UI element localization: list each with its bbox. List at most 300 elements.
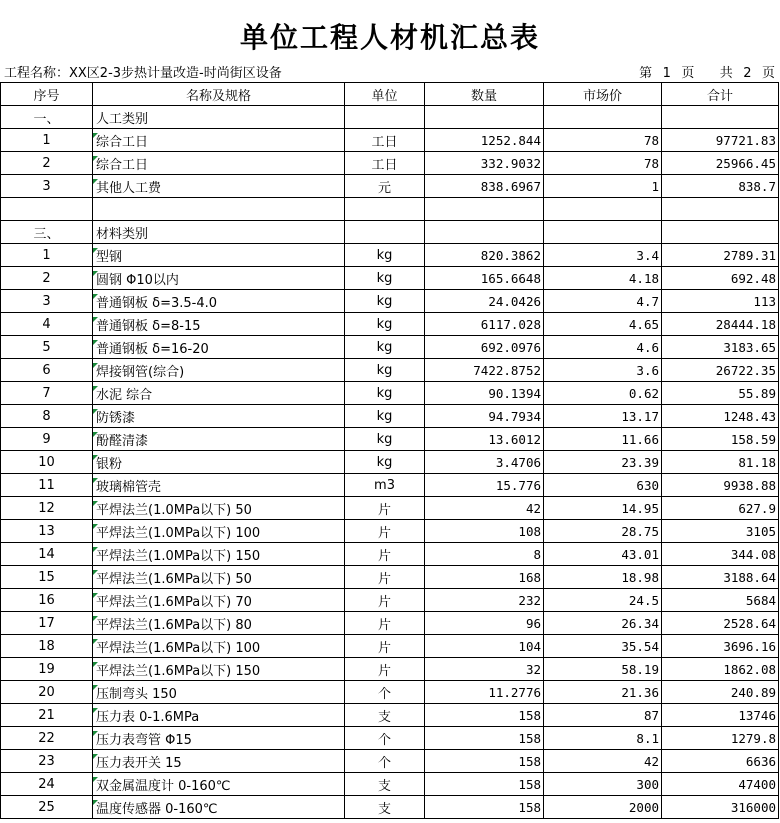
cell-unit-text: 支	[377, 778, 391, 794]
cell-price	[544, 773, 662, 796]
cell-qty-text: 820.3862	[480, 247, 541, 263]
cell-qty	[425, 313, 544, 336]
cell-unit	[345, 313, 425, 336]
cell-marker-icon	[93, 777, 98, 782]
table-row	[1, 405, 779, 428]
cell-no	[1, 497, 93, 520]
table-row	[1, 543, 779, 566]
cell-qty-text: 7422.8752	[473, 362, 541, 378]
cell-name	[93, 658, 345, 681]
cell-unit	[345, 244, 425, 267]
cell-marker-icon	[93, 179, 98, 184]
cell-name	[93, 796, 345, 819]
cell-price-text: 3.4	[636, 247, 659, 263]
cell-qty-text: 96	[525, 615, 541, 631]
cell-name	[93, 290, 345, 313]
cell-qty-text: 11.2776	[488, 684, 541, 700]
table-row	[1, 520, 779, 543]
cell-qty	[425, 658, 544, 681]
cell-unit	[345, 566, 425, 589]
cell-no-text: 15	[38, 569, 55, 585]
cell-marker-icon	[93, 363, 98, 368]
cell-name-text: 平焊法兰(1.0MPa以下) 50	[96, 502, 252, 518]
cell-marker-icon	[93, 616, 98, 621]
cell-name-text: 其他人工费	[96, 180, 162, 196]
cell-name-text: 压制弯头 150	[96, 686, 177, 702]
cell-qty	[425, 290, 544, 313]
cell-price	[544, 290, 662, 313]
cell-unit	[345, 704, 425, 727]
cell-no	[1, 451, 93, 474]
header-no: 序号	[1, 83, 93, 106]
cell-no-text: 23	[38, 753, 55, 769]
cell-price	[544, 359, 662, 382]
header-qty: 数量	[425, 83, 544, 106]
cell-no-text: 8	[42, 408, 51, 424]
cell-total	[662, 290, 779, 313]
page-indicator	[639, 62, 776, 81]
cell-no-text: 16	[38, 592, 55, 608]
cell-total-text: 316000	[730, 799, 776, 815]
cell-total-text: 158.59	[730, 431, 776, 447]
table-row	[1, 773, 779, 796]
cell-total-text: 2789.31	[723, 247, 776, 263]
cell-total	[662, 382, 779, 405]
cell-no	[1, 106, 93, 129]
cell-no	[1, 681, 93, 704]
cell-name	[93, 773, 345, 796]
header-price: 市场价	[544, 83, 662, 106]
cell-qty	[425, 773, 544, 796]
cell-total	[662, 612, 779, 635]
cell-price-text: 300	[636, 776, 659, 792]
cell-price-text: 28.75	[621, 523, 659, 539]
cell-name-text: 平焊法兰(1.6MPa以下) 100	[96, 640, 261, 656]
cell-price-text: 23.39	[621, 454, 659, 470]
cell-no	[1, 336, 93, 359]
cell-no	[1, 198, 93, 221]
cell-unit	[345, 474, 425, 497]
cell-no	[1, 520, 93, 543]
cell-unit-text: 片	[377, 548, 391, 564]
table-row	[1, 612, 779, 635]
cell-price-text: 8.1	[636, 730, 659, 746]
cell-no	[1, 796, 93, 819]
cell-qty-text: 15.776	[495, 477, 541, 493]
cell-unit-text: kg	[376, 408, 393, 424]
cell-unit-text: 片	[377, 571, 391, 587]
cell-unit-text: kg	[376, 339, 393, 355]
cell-qty	[425, 635, 544, 658]
cell-marker-icon	[93, 800, 98, 805]
table-row	[1, 359, 779, 382]
cell-name-text: 压力表弯管 Φ15	[96, 732, 192, 748]
cell-total-text: 1279.8	[730, 730, 776, 746]
cell-qty-text: 165.6648	[480, 270, 541, 286]
cell-qty-text: 8	[533, 546, 541, 562]
cell-no-text: 18	[38, 638, 55, 654]
cell-price	[544, 221, 662, 244]
cell-name	[93, 727, 345, 750]
cell-price	[544, 566, 662, 589]
cell-no	[1, 543, 93, 566]
cell-qty	[425, 405, 544, 428]
cell-no	[1, 727, 93, 750]
page-di: 第	[639, 66, 654, 81]
cell-total-text: 25966.45	[715, 155, 776, 171]
cell-no	[1, 773, 93, 796]
cell-name-text: 双金属温度计 0-160℃	[96, 778, 231, 794]
cell-price-text: 21.36	[621, 684, 659, 700]
cell-name	[93, 313, 345, 336]
cell-price-text: 2000	[628, 799, 659, 815]
cell-price	[544, 382, 662, 405]
cell-name	[93, 106, 345, 129]
report-meta	[4, 62, 776, 80]
cell-unit-text: 支	[377, 709, 391, 725]
cell-price	[544, 152, 662, 175]
cell-price-text: 4.6	[636, 339, 659, 355]
cell-qty-text: 24.0426	[488, 293, 541, 309]
cell-name	[93, 589, 345, 612]
cell-total-text: 692.48	[730, 270, 776, 286]
table-row	[1, 681, 779, 704]
cell-total	[662, 658, 779, 681]
cell-qty	[425, 152, 544, 175]
cell-price-text: 58.19	[621, 661, 659, 677]
table-row	[1, 428, 779, 451]
cell-total-text: 240.89	[730, 684, 776, 700]
cell-name	[93, 543, 345, 566]
cell-name	[93, 152, 345, 175]
cell-unit-text: 工日	[371, 157, 398, 173]
cell-name	[93, 451, 345, 474]
page-total: 2	[743, 66, 753, 81]
cell-no	[1, 612, 93, 635]
table-row	[1, 313, 779, 336]
cell-price-text: 78	[643, 155, 659, 171]
cell-no-text: 13	[38, 523, 55, 539]
cell-qty	[425, 796, 544, 819]
cell-name-text: 银粉	[96, 456, 123, 472]
cell-no-text: 12	[38, 500, 55, 516]
cell-total-text: 3105	[745, 523, 776, 539]
cell-marker-icon	[93, 547, 98, 552]
cell-marker-icon	[93, 524, 98, 529]
cell-qty-text: 1252.844	[480, 132, 541, 148]
cell-qty	[425, 451, 544, 474]
cell-no-text: 6	[42, 362, 51, 378]
project-name: 工程名称：XX区2-3步热计量改造-时尚街区设备	[4, 66, 282, 81]
cell-qty-text: 104	[518, 638, 541, 654]
cell-price	[544, 451, 662, 474]
cell-total-text: 3188.64	[723, 569, 776, 585]
cell-unit-text: 个	[377, 686, 391, 702]
cell-name-text: 综合工日	[96, 134, 149, 150]
cell-no	[1, 221, 93, 244]
cell-name-text: 焊接钢管(综合)	[96, 364, 185, 380]
cell-total-text: 9938.88	[723, 477, 776, 493]
cell-marker-icon	[93, 271, 98, 276]
cell-total	[662, 543, 779, 566]
cell-price-text: 0.62	[628, 385, 659, 401]
table-row	[1, 704, 779, 727]
table-row	[1, 635, 779, 658]
cell-qty	[425, 704, 544, 727]
cell-name	[93, 221, 345, 244]
page-ye: 页	[681, 66, 696, 81]
cell-price	[544, 635, 662, 658]
cell-no	[1, 474, 93, 497]
cell-name-text: 平焊法兰(1.6MPa以下) 80	[96, 617, 252, 633]
table-row	[1, 727, 779, 750]
cell-price	[544, 313, 662, 336]
cell-name-text: 压力表开关 15	[96, 755, 182, 771]
table-row	[1, 152, 779, 175]
table-row	[1, 244, 779, 267]
cell-unit-text: kg	[376, 454, 393, 470]
cell-price	[544, 129, 662, 152]
report-title: 单位工程人材机汇总表	[239, 21, 540, 54]
cell-total	[662, 152, 779, 175]
cell-total	[662, 244, 779, 267]
cell-unit	[345, 198, 425, 221]
cell-total	[662, 175, 779, 198]
cell-price-text: 4.7	[636, 293, 659, 309]
cell-total	[662, 750, 779, 773]
cell-total	[662, 704, 779, 727]
table-row	[1, 336, 779, 359]
cell-unit-text: 支	[377, 801, 391, 817]
cell-total	[662, 635, 779, 658]
table-header-row	[1, 83, 779, 106]
cell-price	[544, 198, 662, 221]
cell-qty-text: 13.6012	[488, 431, 541, 447]
table-row	[1, 750, 779, 773]
cell-no-text: 17	[38, 615, 55, 631]
table-row	[1, 658, 779, 681]
cell-unit	[345, 451, 425, 474]
cell-total-text: 28444.18	[715, 316, 776, 332]
cell-no	[1, 750, 93, 773]
cell-name-text: 材料类别	[96, 226, 149, 242]
cell-marker-icon	[93, 708, 98, 713]
cell-unit	[345, 290, 425, 313]
cell-qty-text: 90.1394	[488, 385, 541, 401]
cell-qty-text: 42	[525, 500, 541, 516]
cell-price-text: 3.6	[636, 362, 659, 378]
cell-price	[544, 405, 662, 428]
table-row	[1, 106, 779, 129]
cell-total	[662, 221, 779, 244]
cell-price	[544, 727, 662, 750]
header-name: 名称及规格	[93, 83, 345, 106]
cell-unit-text: 片	[377, 640, 391, 656]
cell-total	[662, 589, 779, 612]
table-row	[1, 221, 779, 244]
cell-price-text: 4.18	[628, 270, 659, 286]
cell-name	[93, 129, 345, 152]
cell-name	[93, 175, 345, 198]
cell-unit-text: 片	[377, 502, 391, 518]
cell-price-text: 13.17	[621, 408, 659, 424]
cell-marker-icon	[93, 432, 98, 437]
header-unit: 单位	[345, 83, 425, 106]
cell-total-text: 13746	[738, 707, 776, 723]
cell-name-text: 平焊法兰(1.6MPa以下) 70	[96, 594, 252, 610]
cell-marker-icon	[93, 501, 98, 506]
cell-name-text: 压力表 0-1.6MPa	[96, 709, 200, 725]
cell-no-text: 5	[42, 339, 51, 355]
cell-qty	[425, 267, 544, 290]
cell-price-text: 78	[643, 132, 659, 148]
cell-total	[662, 336, 779, 359]
cell-price-text: 43.01	[621, 546, 659, 562]
cell-no-text: 7	[42, 385, 51, 401]
table-row	[1, 497, 779, 520]
cell-unit	[345, 106, 425, 129]
cell-name	[93, 566, 345, 589]
cell-unit-text: 个	[377, 755, 391, 771]
cell-unit	[345, 175, 425, 198]
cell-no-text: 14	[38, 546, 55, 562]
cell-no	[1, 658, 93, 681]
cell-qty-text: 232	[518, 592, 541, 608]
cell-no-text: 19	[38, 661, 55, 677]
cell-no-text: 4	[42, 316, 51, 332]
cell-unit-text: m3	[374, 477, 395, 493]
cell-price-text: 4.65	[628, 316, 659, 332]
cell-unit	[345, 336, 425, 359]
cell-no	[1, 405, 93, 428]
cell-unit-text: 片	[377, 663, 391, 679]
cell-no-text: 20	[38, 684, 55, 700]
cell-total-text: 1862.08	[723, 661, 776, 677]
cell-price-text: 42	[643, 753, 659, 769]
cell-total	[662, 359, 779, 382]
cell-no-text: 24	[38, 776, 55, 792]
table-body	[1, 106, 779, 819]
cell-marker-icon	[93, 570, 98, 575]
cell-no-text: 25	[38, 799, 55, 815]
cell-name	[93, 244, 345, 267]
cell-qty	[425, 727, 544, 750]
cell-name-text: 平焊法兰(1.6MPa以下) 150	[96, 663, 261, 679]
cell-name	[93, 428, 345, 451]
table-row	[1, 290, 779, 313]
page-current: 1	[662, 66, 672, 81]
cell-unit	[345, 152, 425, 175]
cell-price-text: 630	[636, 477, 659, 493]
cell-total-text: 55.89	[738, 385, 776, 401]
cell-price-text: 14.95	[621, 500, 659, 516]
cell-name	[93, 704, 345, 727]
cell-qty-text: 838.6967	[480, 178, 541, 194]
cell-price	[544, 658, 662, 681]
cell-total	[662, 474, 779, 497]
cell-unit-text: kg	[376, 247, 393, 263]
cell-name-text: 综合工日	[96, 157, 149, 173]
cell-no-text: 1	[42, 247, 51, 263]
cell-price	[544, 428, 662, 451]
cell-price	[544, 497, 662, 520]
cell-price	[544, 175, 662, 198]
cell-marker-icon	[93, 754, 98, 759]
cell-no-text: 10	[38, 454, 55, 470]
cell-unit	[345, 635, 425, 658]
cell-price	[544, 681, 662, 704]
cell-qty-text: 6117.028	[480, 316, 541, 332]
cell-unit	[345, 681, 425, 704]
cell-name	[93, 336, 345, 359]
cell-name	[93, 359, 345, 382]
cell-no	[1, 175, 93, 198]
cell-total	[662, 405, 779, 428]
cell-qty-text: 32	[525, 661, 541, 677]
cell-qty	[425, 382, 544, 405]
cell-total-text: 3183.65	[723, 339, 776, 355]
cell-total	[662, 727, 779, 750]
cell-marker-icon	[93, 455, 98, 460]
cell-name-text: 人工类别	[96, 111, 149, 127]
cell-qty	[425, 244, 544, 267]
cell-total-text: 3696.16	[723, 638, 776, 654]
cell-name	[93, 267, 345, 290]
table-row	[1, 267, 779, 290]
table-row	[1, 198, 779, 221]
cell-qty	[425, 129, 544, 152]
cell-unit	[345, 267, 425, 290]
cell-no-text: 1	[42, 132, 51, 148]
cell-unit	[345, 543, 425, 566]
cell-unit	[345, 796, 425, 819]
cell-unit	[345, 405, 425, 428]
cell-no-text: 2	[42, 270, 51, 286]
cell-marker-icon	[93, 317, 98, 322]
cell-price-text: 24.5	[628, 592, 659, 608]
cell-qty	[425, 589, 544, 612]
cell-name	[93, 681, 345, 704]
cell-name-text: 水泥 综合	[96, 387, 153, 403]
cell-total	[662, 566, 779, 589]
cell-no-text: 2	[42, 155, 51, 171]
cell-total-text: 344.08	[730, 546, 776, 562]
cell-qty	[425, 612, 544, 635]
cell-price	[544, 520, 662, 543]
cell-total	[662, 451, 779, 474]
table-row	[1, 474, 779, 497]
cell-no	[1, 704, 93, 727]
cell-qty	[425, 336, 544, 359]
cell-unit	[345, 520, 425, 543]
cell-qty-text: 158	[518, 730, 541, 746]
cell-no-text: 3	[42, 178, 51, 194]
table-row	[1, 382, 779, 405]
table-row	[1, 129, 779, 152]
cell-unit-text: 工日	[371, 134, 398, 150]
cell-marker-icon	[93, 731, 98, 736]
cell-unit-text: kg	[376, 385, 393, 401]
cell-price	[544, 796, 662, 819]
cell-unit-text: kg	[376, 316, 393, 332]
cell-total	[662, 497, 779, 520]
cell-qty	[425, 497, 544, 520]
cell-marker-icon	[93, 340, 98, 345]
cell-qty-text: 692.0976	[480, 339, 541, 355]
cell-no	[1, 428, 93, 451]
cell-name-text: 平焊法兰(1.0MPa以下) 100	[96, 525, 261, 541]
header-total: 合计	[662, 83, 779, 106]
